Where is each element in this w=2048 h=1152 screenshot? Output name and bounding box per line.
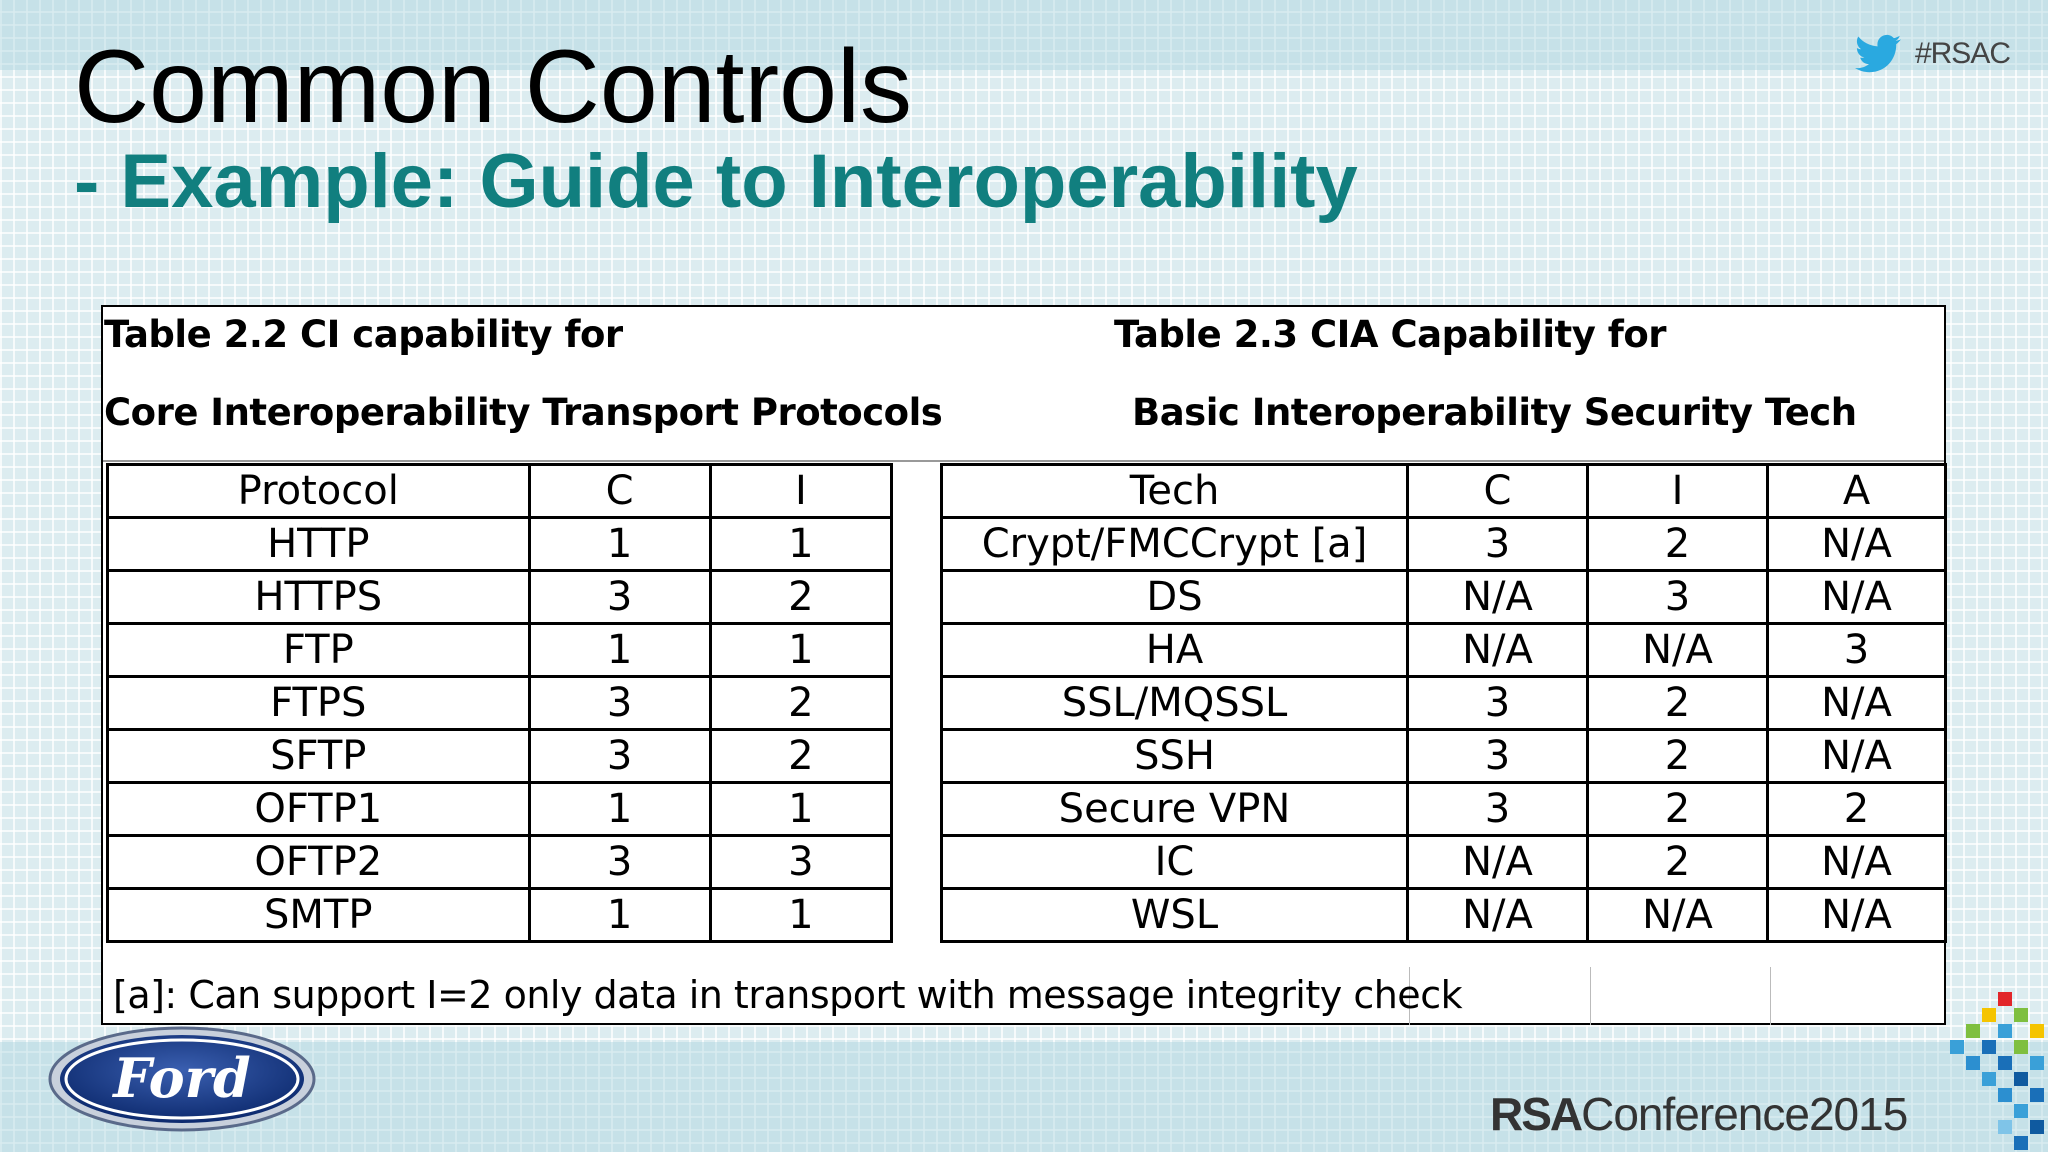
i-value-cell: 1 — [710, 624, 891, 677]
c-value-cell: 1 — [529, 624, 710, 677]
tech-cell: IC — [942, 836, 1408, 889]
column-header: A — [1768, 465, 1946, 518]
rsa-logo-rest: Conference2015 — [1581, 1088, 1908, 1140]
table-row — [108, 836, 892, 889]
ford-logo — [46, 1024, 318, 1134]
tech-cell: WSL — [942, 889, 1408, 942]
tech-cell: Secure VPN — [942, 783, 1408, 836]
i-value-cell: N/A — [1588, 889, 1768, 942]
protocol-capability-table — [106, 463, 893, 943]
a-value-cell: 2 — [1768, 783, 1946, 836]
a-value-cell: N/A — [1768, 677, 1946, 730]
table-left-caption-subtitle: Core Interoperability Transport Protocols — [104, 391, 943, 434]
footnote-cell-gridlines — [1409, 967, 1945, 1025]
column-header: I — [1588, 465, 1768, 518]
i-value-cell: 2 — [1588, 783, 1768, 836]
c-value-cell: N/A — [1408, 624, 1588, 677]
table-row — [942, 730, 1946, 783]
table-row — [108, 889, 892, 942]
c-value-cell: 3 — [1408, 677, 1588, 730]
table-row — [942, 836, 1946, 889]
protocol-cell: SMTP — [108, 889, 530, 942]
a-value-cell: N/A — [1768, 730, 1946, 783]
table-row — [942, 571, 1946, 624]
column-header: Tech — [942, 465, 1408, 518]
slide-title: Common Controls — [74, 29, 913, 145]
rsa-conference-logo — [1490, 1087, 1907, 1141]
ford-logo-text: Ford — [113, 1046, 251, 1110]
i-value-cell: 2 — [1588, 518, 1768, 571]
table-header-row — [942, 465, 1946, 518]
table-row — [108, 518, 892, 571]
i-value-cell: 1 — [710, 783, 891, 836]
i-value-cell: 1 — [710, 518, 891, 571]
protocol-cell: SFTP — [108, 730, 530, 783]
table-right-caption-subtitle: Basic Interoperability Security Tech — [1132, 391, 1857, 434]
twitter-bird-icon — [1855, 34, 1901, 74]
table-row — [942, 624, 1946, 677]
c-value-cell: N/A — [1408, 836, 1588, 889]
tech-cell: HA — [942, 624, 1408, 677]
column-header: C — [529, 465, 710, 518]
i-value-cell: 2 — [1588, 677, 1768, 730]
security-tech-capability-table — [940, 463, 1947, 943]
table-left-caption: Table 2.2 CI capability for — [104, 313, 623, 356]
column-header: C — [1408, 465, 1588, 518]
c-value-cell: 1 — [529, 889, 710, 942]
table-row — [942, 677, 1946, 730]
pixel-mosaic-decoration — [1878, 982, 2048, 1152]
i-value-cell: 2 — [1588, 836, 1768, 889]
a-value-cell: N/A — [1768, 889, 1946, 942]
i-value-cell: 2 — [710, 730, 891, 783]
table-row — [108, 677, 892, 730]
i-value-cell: N/A — [1588, 624, 1768, 677]
slide-subtitle: - Example: Guide to Interoperability — [74, 139, 1358, 224]
protocol-cell: HTTPS — [108, 571, 530, 624]
column-header: I — [710, 465, 891, 518]
table-row — [942, 889, 1946, 942]
c-value-cell: 3 — [529, 677, 710, 730]
a-value-cell: N/A — [1768, 836, 1946, 889]
gridline — [1770, 967, 1771, 1025]
c-value-cell: 3 — [1408, 730, 1588, 783]
c-value-cell: 3 — [529, 836, 710, 889]
protocol-cell: OFTP1 — [108, 783, 530, 836]
table-row — [108, 730, 892, 783]
a-value-cell: N/A — [1768, 571, 1946, 624]
c-value-cell: 3 — [529, 571, 710, 624]
hashtag-text: #RSAC — [1914, 37, 2010, 70]
i-value-cell: 3 — [710, 836, 891, 889]
c-value-cell: 1 — [529, 783, 710, 836]
c-value-cell: 3 — [1408, 518, 1588, 571]
table-row — [942, 518, 1946, 571]
c-value-cell: N/A — [1408, 571, 1588, 624]
c-value-cell: N/A — [1408, 889, 1588, 942]
table-row — [108, 783, 892, 836]
c-value-cell: 3 — [1408, 783, 1588, 836]
table-row — [108, 624, 892, 677]
table-footnote: [a]: Can support I=2 only data in transport with message integrity check — [113, 973, 1463, 1017]
a-value-cell: N/A — [1768, 518, 1946, 571]
gridline — [1590, 967, 1591, 1025]
hashtag-badge — [1855, 34, 2010, 74]
i-value-cell: 2 — [710, 571, 891, 624]
caption-divider — [103, 460, 1944, 462]
i-value-cell: 2 — [1588, 730, 1768, 783]
table-row — [108, 571, 892, 624]
c-value-cell: 1 — [529, 518, 710, 571]
table-row — [942, 783, 1946, 836]
protocol-cell: FTP — [108, 624, 530, 677]
i-value-cell: 1 — [710, 889, 891, 942]
protocol-cell: OFTP2 — [108, 836, 530, 889]
i-value-cell: 3 — [1588, 571, 1768, 624]
c-value-cell: 3 — [529, 730, 710, 783]
tables-document — [101, 305, 1946, 1025]
tech-cell: SSL/MQSSL — [942, 677, 1408, 730]
column-header: Protocol — [108, 465, 530, 518]
i-value-cell: 2 — [710, 677, 891, 730]
tech-cell: Crypt/FMCCrypt [a] — [942, 518, 1408, 571]
table-right-caption: Table 2.3 CIA Capability for — [1114, 313, 1667, 356]
a-value-cell: 3 — [1768, 624, 1946, 677]
tech-cell: DS — [942, 571, 1408, 624]
protocol-cell: HTTP — [108, 518, 530, 571]
rsa-logo-bold: RSA — [1490, 1088, 1582, 1140]
protocol-cell: FTPS — [108, 677, 530, 730]
tech-cell: SSH — [942, 730, 1408, 783]
table-header-row — [108, 465, 892, 518]
